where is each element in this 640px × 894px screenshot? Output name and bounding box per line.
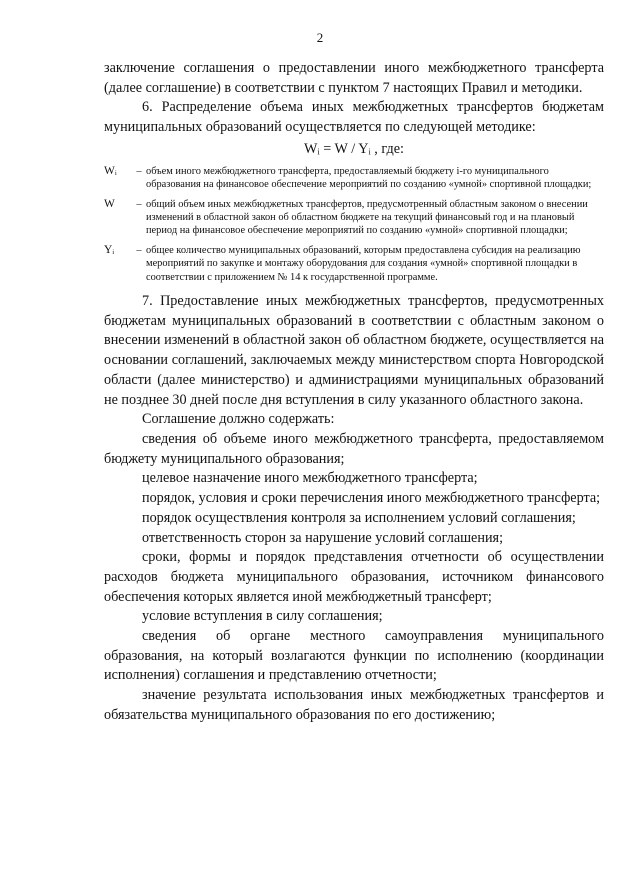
formula: Wᵢ = W / Yᵢ , где: bbox=[304, 140, 404, 157]
agreement-item: условие вступления в силу соглашения; bbox=[142, 608, 383, 625]
formula-definitions bbox=[104, 165, 604, 284]
document-body bbox=[104, 59, 604, 726]
agreement-item: порядок осуществления контроля за исполнением условий соглашения; bbox=[142, 509, 576, 526]
agreement-item: порядок, условия и сроки перечисления иного межбюджетного трансферта; bbox=[142, 490, 601, 507]
paragraph-7: 7. Предоставление иных межбюджетных трансфертов, предусмотренных бюджетам муниципальных образований в соответствии с областным законом о внесении изменений в областной закон об областном бюджете, осуществляется на основании соглашений, заключаемых между министерством спорта Новгородской области (далее министерство) и администрациями муниципальных образований не позднее 30 дней после дня вступления в силу указанного областного закона. bbox=[104, 293, 604, 408]
agreement-item: ответственность сторон за нарушение условий соглашения; bbox=[142, 529, 504, 546]
definition-dash: – bbox=[136, 198, 142, 210]
definition-row bbox=[104, 244, 604, 284]
definition-symbol: Yᵢ bbox=[104, 243, 115, 256]
definition-dash: – bbox=[136, 165, 142, 177]
definition-text: общий объем иных межбюджетных трансфертов, предусмотренный областным законом о внесении изменений в областной закон об областном бюджете на текущий финансовый год и на плановый период на финансовое обеспечение мероприятий по созданию «умной» спортивной площадки; bbox=[146, 198, 588, 237]
agreement-item: сведения об органе местного самоуправления муниципального образования, на который возлагаются функции по исполнению (координации исполнения) соглашения и представлению отчетности; bbox=[104, 628, 604, 684]
paragraph-6: 6. Распределение объема иных межбюджетных трансфертов бюджетам муниципальных образований осуществляется по следующей методике: bbox=[104, 99, 604, 136]
definition-symbol: W bbox=[104, 197, 115, 210]
definition-dash: – bbox=[136, 244, 142, 256]
agreement-intro: Соглашение должно содержать: bbox=[142, 411, 335, 428]
intro-paragraph: заключение соглашения о предоставлении иного межбюджетного трансферта (далее соглашение) в соответствии с пунктом 7 настоящих Правил и методики. bbox=[104, 60, 604, 96]
agreement-item: сведения об объеме иного межбюджетного трансферта, предоставляемом бюджету муниципального образования; bbox=[104, 430, 604, 467]
agreement-item: целевое назначение иного межбюджетного трансферта; bbox=[142, 470, 478, 487]
definition-text: общее количество муниципальных образований, которым предоставлена субсидия на реализацию мероприятий по закупке и монтажу оборудования для создания «умной» спортивной площадки в соответствии с приложением № 14 к государственной программе. bbox=[146, 244, 581, 283]
definition-text: объем иного межбюджетного трансферта, предоставляемый бюджету i-го муниципального образования на финансовое обеспечение мероприятий по созданию «умной» спортивной площадки; bbox=[146, 165, 592, 191]
definition-symbol: Wᵢ bbox=[104, 164, 117, 177]
definition-row bbox=[104, 165, 604, 192]
page-number: 2 bbox=[316, 30, 324, 45]
agreement-item: значение результата использования иных межбюджетных трансфертов и обязательства муниципального образования по его достижению; bbox=[104, 687, 604, 723]
agreement-item: сроки, формы и порядок представления отчетности об осуществлении расходов бюджета муниципального образования, источником финансового обеспечения которых является иной межбюджетный трансферт; bbox=[104, 549, 604, 605]
definition-row bbox=[104, 198, 604, 238]
